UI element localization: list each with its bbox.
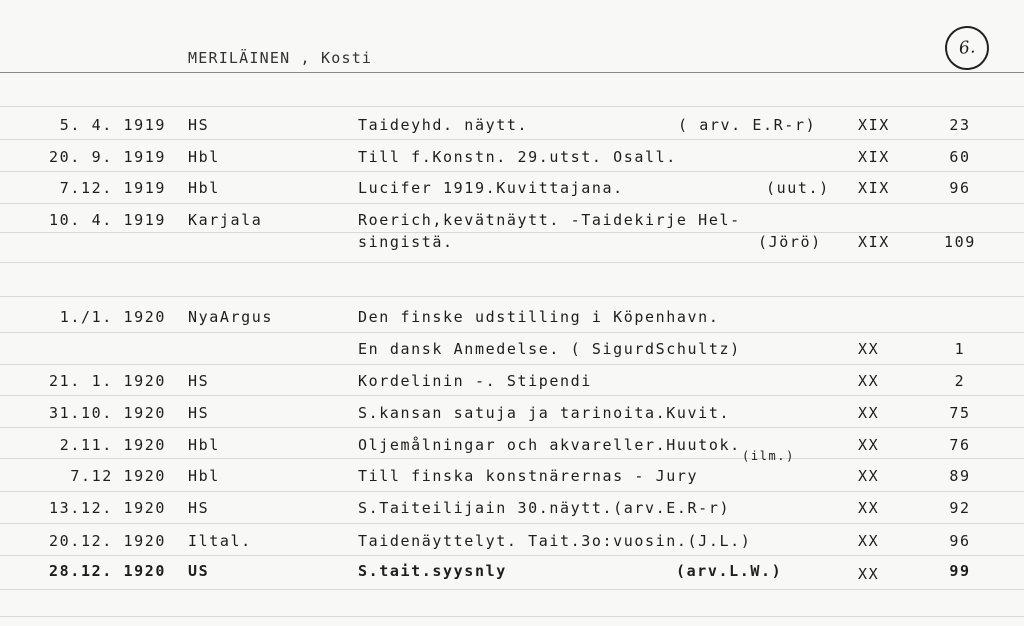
entry-date: 7.12. 1919 — [59, 179, 166, 197]
entry-date: 5. 4. 1919 — [59, 116, 166, 134]
entry-title: S.kansan satuja ja tarinoita.Kuvit. — [358, 404, 731, 422]
card-number-circle — [943, 24, 991, 72]
entry-page: 89 — [949, 467, 971, 485]
entry-page: 92 — [949, 499, 971, 517]
entry-date: 13.12. 1920 — [49, 499, 166, 517]
entry-volume: XIX — [858, 116, 890, 134]
entry-volume: XIX — [858, 233, 890, 251]
entry-date: 1./1. 1920 — [59, 308, 166, 326]
entry-date: 10. 4. 1919 — [49, 211, 166, 229]
entry-date: 7.12 1920 — [70, 467, 166, 485]
entry-note: (arv.L.W.) — [676, 562, 783, 580]
entry-date: 2.11. 1920 — [59, 436, 166, 454]
entry-page: 99 — [949, 562, 971, 580]
entry-page: 96 — [949, 532, 971, 550]
entry-source: Hbl — [188, 179, 220, 197]
entry-title: S.tait.syysnly — [358, 562, 507, 580]
ruled-line — [0, 106, 1024, 107]
entry-title-continued: singistä. — [358, 233, 454, 251]
ruled-line — [0, 491, 1024, 492]
entry-page: 76 — [949, 436, 971, 454]
entry-date: 20. 9. 1919 — [49, 148, 166, 166]
entry-source: Iltal. — [188, 532, 252, 550]
ruled-line — [0, 555, 1024, 556]
ruled-line — [0, 262, 1024, 263]
entry-note: (ilm.) — [742, 449, 795, 463]
ruled-line — [0, 296, 1024, 297]
entry-volume: XIX — [858, 148, 890, 166]
entry-volume: XX — [858, 565, 880, 583]
entry-title: Taideyhd. näytt. — [358, 116, 529, 134]
entry-source: NyaArgus — [188, 308, 274, 326]
entry-volume: XX — [858, 499, 880, 517]
ruled-line — [0, 458, 1024, 459]
entry-note: (Jörö) — [758, 233, 822, 251]
entry-title: Lucifer 1919.Kuvittajana. — [358, 179, 624, 197]
entry-date: 31.10. 1920 — [49, 404, 166, 422]
entry-volume: XX — [858, 404, 880, 422]
entry-page: 1 — [954, 340, 966, 358]
ruled-line — [0, 171, 1024, 172]
ruled-line — [0, 589, 1024, 590]
ruled-line — [0, 203, 1024, 204]
ruled-line — [0, 139, 1024, 140]
ruled-line — [0, 395, 1024, 396]
entry-title: Den finske udstilling i Köpenhavn. — [358, 308, 720, 326]
entry-source: Hbl — [188, 467, 220, 485]
entry-volume: XIX — [858, 179, 890, 197]
entry-title: Kordelinin -. Stipendi — [358, 372, 592, 390]
entry-title: Taidenäyttelyt. Tait.3o:vuosin.(J.L.) — [358, 532, 752, 550]
entry-date: 21. 1. 1920 — [49, 372, 166, 390]
ruled-line — [0, 332, 1024, 333]
ruled-line — [0, 523, 1024, 524]
entry-title: S.Taiteilijain 30.näytt.(arv.E.R-r) — [358, 499, 731, 517]
entry-page: 109 — [944, 233, 976, 251]
entry-title: Till f.Konstn. 29.utst. Osall. — [358, 148, 677, 166]
ruled-line — [0, 364, 1024, 365]
header-rule — [0, 72, 1024, 73]
entry-page: 60 — [949, 148, 971, 166]
entry-page: 96 — [949, 179, 971, 197]
entry-page: 2 — [954, 372, 966, 390]
entry-source: US — [188, 562, 210, 580]
entry-source: Hbl — [188, 148, 220, 166]
entry-page: 23 — [949, 116, 971, 134]
entry-title: En dansk Anmedelse. ( SigurdSchultz) — [358, 340, 741, 358]
entry-source: HS — [188, 404, 210, 422]
entry-date: 28.12. 1920 — [49, 562, 166, 580]
entry-page: 75 — [949, 404, 971, 422]
entry-note: ( arv. E.R-r) — [678, 116, 817, 134]
card-number: 6. — [957, 37, 977, 59]
entry-volume: XX — [858, 467, 880, 485]
entry-source: Karjala — [188, 211, 263, 229]
ruled-line — [0, 427, 1024, 428]
entry-title: Roerich,kevätnäytt. -Taidekirje Hel- — [358, 211, 741, 229]
ruled-line — [0, 616, 1024, 617]
entry-volume: XX — [858, 532, 880, 550]
entry-source: HS — [188, 372, 210, 390]
person-name: MERILÄINEN , Kosti — [188, 49, 373, 67]
entry-source: HS — [188, 116, 210, 134]
entry-source: Hbl — [188, 436, 220, 454]
entry-title: Till finska konstnärernas - Jury — [358, 467, 699, 485]
entry-date: 20.12. 1920 — [49, 532, 166, 550]
entry-source: HS — [188, 499, 210, 517]
entry-volume: XX — [858, 340, 880, 358]
entry-note: (uut.) — [766, 179, 830, 197]
entry-volume: XX — [858, 436, 880, 454]
entry-title: Oljemålningar och akvareller.Huutok. — [358, 436, 741, 454]
entry-volume: XX — [858, 372, 880, 390]
